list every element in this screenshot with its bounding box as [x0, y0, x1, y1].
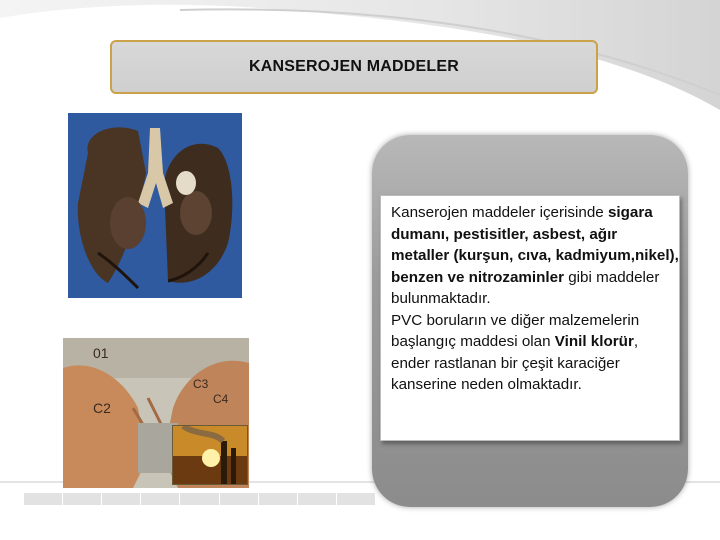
- body-text-lead: Kanserojen maddeler içerisinde: [391, 204, 608, 221]
- body-text-substances: sigara dumanı, pestisitler, asbest, ağır metaller (kurşun, cıva, kadmiyum,nikel), benzen ve nitrozaminler: [391, 204, 679, 286]
- svg-text:C2: C2: [93, 400, 111, 416]
- body-text-2-lead: PVC boruların ve diğer malzemelerin başlangıç maddesi olan: [391, 311, 640, 350]
- svg-text:01: 01: [93, 345, 109, 361]
- svg-text:C4: C4: [213, 392, 229, 406]
- body-text-vinyl: Vinil klorür: [554, 333, 634, 350]
- slide-title: KANSEROJEN MADDELER: [248, 58, 460, 75]
- lungs-photo: [68, 113, 242, 298]
- svg-text:C3: C3: [193, 377, 209, 391]
- footer-strip: [24, 493, 376, 505]
- body-text-box: [380, 195, 680, 441]
- slide-title-box: [110, 40, 598, 94]
- body-text-tail: gibi maddeler bulunmaktadır.: [391, 268, 660, 307]
- body-text-2-tail: , ender rastlanan bir çeşit karaciğer kanserine neden olmaktadır.: [391, 333, 639, 393]
- chimney-photo: [172, 425, 248, 485]
